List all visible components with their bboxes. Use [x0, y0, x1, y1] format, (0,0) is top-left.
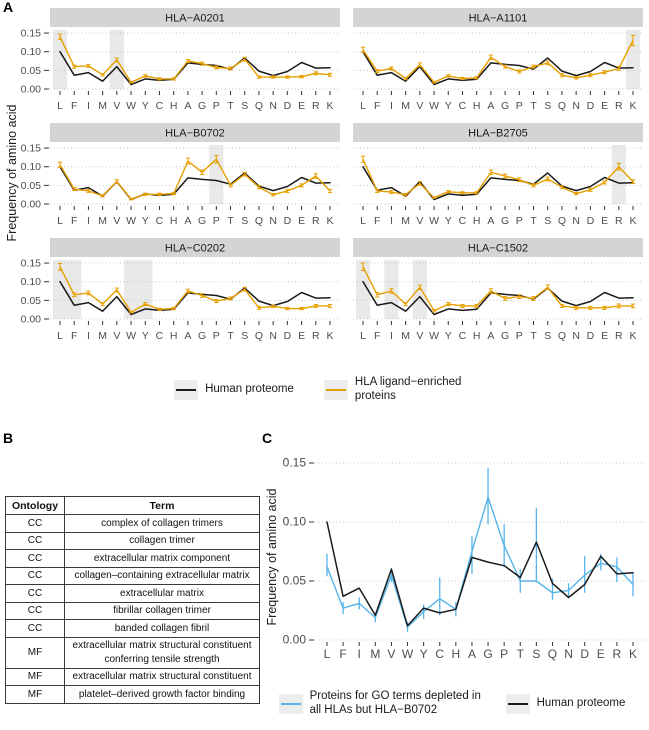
table-row	[6, 550, 260, 568]
svg-text:G: G	[483, 647, 493, 661]
svg-text:Q: Q	[254, 100, 264, 112]
legend-key	[506, 694, 530, 714]
ontology-cell: CC	[6, 515, 65, 533]
svg-text:0.10: 0.10	[20, 46, 41, 59]
table-row	[6, 637, 260, 668]
table-row	[6, 515, 260, 533]
svg-text:G: G	[198, 215, 207, 227]
svg-text:Y: Y	[444, 215, 452, 227]
table-row	[6, 532, 260, 550]
svg-text:0.15: 0.15	[20, 142, 41, 155]
svg-text:0.15: 0.15	[282, 455, 306, 470]
legend-a	[0, 376, 649, 403]
svg-text:S: S	[241, 215, 249, 227]
svg-text:C: C	[155, 215, 164, 227]
svg-text:F: F	[339, 647, 347, 661]
svg-text:H: H	[169, 330, 178, 342]
svg-text:S: S	[532, 647, 541, 661]
svg-text:T: T	[516, 647, 524, 661]
svg-text:Y: Y	[419, 647, 428, 661]
svg-text:H: H	[169, 100, 178, 112]
svg-text:0.00: 0.00	[20, 83, 41, 96]
svg-text:N: N	[269, 330, 277, 342]
svg-text:C: C	[155, 330, 164, 342]
svg-text:0.00: 0.00	[20, 313, 41, 326]
svg-text:L: L	[57, 100, 63, 112]
chart-hla-b2705	[353, 123, 645, 233]
svg-text:C: C	[458, 100, 467, 112]
svg-text:L: L	[57, 215, 63, 227]
svg-text:G: G	[198, 100, 207, 112]
svg-text:V: V	[416, 100, 424, 112]
svg-text:R: R	[614, 100, 623, 112]
svg-text:Q: Q	[557, 330, 567, 342]
svg-text:S: S	[544, 215, 552, 227]
svg-text:A: A	[487, 215, 495, 227]
svg-text:T: T	[227, 330, 234, 342]
legend-label: Proteins for GO terms depleted in all HLAs but HLA−B0702	[309, 690, 481, 716]
svg-text:E: E	[298, 330, 306, 342]
ontology-cell: CC	[6, 550, 65, 568]
svg-text:D: D	[586, 215, 595, 227]
svg-text:Q: Q	[254, 330, 264, 342]
ontology-cell: MF	[6, 668, 65, 686]
svg-text:M: M	[98, 215, 108, 227]
svg-text:G: G	[501, 215, 510, 227]
svg-text:H: H	[472, 330, 481, 342]
svg-text:0.00: 0.00	[282, 632, 306, 647]
svg-text:P: P	[515, 215, 523, 227]
svg-text:L: L	[323, 647, 331, 661]
svg-text:D: D	[283, 100, 292, 112]
svg-text:R: R	[612, 647, 622, 661]
svg-text:H: H	[451, 647, 461, 661]
legend-item-go-depleted	[279, 690, 486, 717]
term-cell: collagen–containing extracellular matrix	[65, 567, 260, 585]
go-term-table	[5, 496, 260, 704]
svg-text:S: S	[544, 100, 552, 112]
term-cell: fibrillar collagen trimer	[65, 602, 260, 620]
svg-text:R: R	[311, 100, 320, 112]
svg-text:Y: Y	[141, 330, 149, 342]
svg-text:I: I	[86, 330, 90, 342]
table-column-header: Ontology	[6, 497, 65, 515]
blue-line-swatch	[281, 703, 301, 705]
svg-text:E: E	[601, 330, 609, 342]
svg-text:HLA−C1502: HLA−C1502	[467, 242, 529, 255]
svg-text:P: P	[212, 100, 220, 112]
svg-text:0.10: 0.10	[282, 514, 306, 529]
legend-key	[174, 380, 198, 400]
svg-text:P: P	[212, 330, 220, 342]
table-column-header: Term	[65, 497, 260, 515]
svg-text:N: N	[269, 215, 277, 227]
chart-hla-b0702	[0, 123, 340, 233]
svg-text:P: P	[500, 647, 509, 661]
svg-text:I: I	[86, 100, 90, 112]
panel-c-y-axis-title: Frequency of amino acid	[265, 488, 279, 626]
ontology-cell: MF	[6, 686, 65, 704]
svg-text:HLA−A0201: HLA−A0201	[165, 12, 225, 25]
svg-text:0.05: 0.05	[282, 573, 306, 588]
svg-text:0.05: 0.05	[20, 64, 41, 77]
svg-text:S: S	[241, 100, 249, 112]
svg-text:I: I	[389, 100, 393, 112]
svg-text:HLA−B0702: HLA−B0702	[165, 127, 225, 140]
term-cell: banded collagen fibril	[65, 620, 260, 638]
svg-text:G: G	[198, 330, 207, 342]
svg-text:D: D	[283, 330, 292, 342]
svg-text:C: C	[458, 215, 467, 227]
legend-label: Human proteome	[205, 382, 294, 395]
svg-text:0.15: 0.15	[20, 257, 41, 270]
legend-c	[255, 690, 649, 717]
svg-text:P: P	[212, 215, 220, 227]
svg-text:W: W	[429, 100, 440, 112]
svg-text:H: H	[169, 215, 178, 227]
legend-key	[279, 694, 303, 714]
svg-text:G: G	[501, 100, 510, 112]
svg-text:N: N	[572, 100, 580, 112]
svg-text:L: L	[360, 100, 366, 112]
svg-text:K: K	[629, 330, 637, 342]
black-line-swatch	[508, 703, 528, 705]
panel-a-label: A	[3, 0, 14, 15]
svg-text:F: F	[70, 215, 78, 227]
term-cell: collagen trimer	[65, 532, 260, 550]
table-row	[6, 602, 260, 620]
svg-text:M: M	[401, 100, 411, 112]
svg-text:K: K	[326, 330, 334, 342]
legend-item-hla-enriched	[324, 376, 475, 403]
term-cell: extracellular matrix component	[65, 550, 260, 568]
table-header-row	[6, 497, 260, 515]
svg-text:I: I	[86, 215, 90, 227]
ontology-cell: CC	[6, 585, 65, 603]
svg-text:T: T	[530, 330, 537, 342]
table-row	[6, 668, 260, 686]
svg-text:A: A	[184, 100, 192, 112]
svg-text:F: F	[373, 100, 381, 112]
svg-text:E: E	[596, 647, 605, 661]
svg-text:R: R	[311, 330, 320, 342]
svg-text:G: G	[501, 330, 510, 342]
svg-text:M: M	[370, 647, 381, 661]
chart-hla-a1101	[353, 8, 645, 118]
orange-line-swatch	[326, 389, 346, 391]
ontology-cell: CC	[6, 620, 65, 638]
legend-label: HLA ligand−enriched proteins	[354, 376, 462, 402]
svg-text:HLA−C0202: HLA−C0202	[164, 242, 226, 255]
svg-text:A: A	[184, 215, 192, 227]
table-row	[6, 620, 260, 638]
svg-text:K: K	[326, 215, 334, 227]
svg-text:0.10: 0.10	[20, 161, 41, 174]
svg-text:HLA−B2705: HLA−B2705	[468, 127, 528, 140]
svg-text:Y: Y	[141, 100, 149, 112]
term-cell: extracellular matrix	[65, 585, 260, 603]
term-cell: platelet–derived growth factor binding	[65, 686, 260, 704]
svg-text:L: L	[57, 330, 63, 342]
svg-text:I: I	[357, 647, 361, 661]
svg-text:Y: Y	[444, 330, 452, 342]
svg-text:W: W	[126, 330, 137, 342]
svg-text:P: P	[515, 100, 523, 112]
svg-text:R: R	[614, 330, 623, 342]
svg-text:F: F	[70, 330, 78, 342]
svg-text:A: A	[467, 647, 476, 661]
svg-text:W: W	[429, 215, 440, 227]
table-row	[6, 567, 260, 585]
svg-text:V: V	[113, 100, 121, 112]
svg-text:K: K	[628, 647, 638, 661]
svg-text:Y: Y	[141, 215, 149, 227]
svg-text:I: I	[389, 330, 393, 342]
panel-c-chart	[258, 443, 649, 665]
svg-text:W: W	[126, 100, 137, 112]
ontology-cell: MF	[6, 637, 65, 668]
table-row	[6, 585, 260, 603]
panel-c-label: C	[262, 430, 273, 446]
svg-text:C: C	[458, 330, 467, 342]
svg-text:E: E	[298, 215, 306, 227]
legend-item-human-proteome	[506, 694, 626, 714]
chart-hla-a0201	[0, 8, 340, 118]
ontology-cell: CC	[6, 532, 65, 550]
svg-text:M: M	[98, 330, 108, 342]
svg-text:0.10: 0.10	[20, 276, 41, 289]
svg-text:L: L	[360, 330, 366, 342]
svg-text:N: N	[572, 330, 580, 342]
panel-b-label: B	[3, 430, 14, 446]
svg-text:Q: Q	[254, 215, 264, 227]
svg-text:V: V	[113, 330, 121, 342]
svg-text:P: P	[515, 330, 523, 342]
svg-text:E: E	[298, 100, 306, 112]
svg-text:W: W	[429, 330, 440, 342]
svg-text:D: D	[586, 100, 595, 112]
term-cell: complex of collagen trimers	[65, 515, 260, 533]
svg-text:0.15: 0.15	[20, 27, 41, 40]
svg-text:R: R	[311, 215, 320, 227]
svg-text:W: W	[126, 215, 137, 227]
svg-text:T: T	[530, 215, 537, 227]
ontology-cell: CC	[6, 602, 65, 620]
chart-hla-c1502	[353, 238, 645, 348]
svg-text:F: F	[373, 215, 381, 227]
svg-text:A: A	[487, 100, 495, 112]
svg-text:F: F	[70, 100, 78, 112]
table-row	[6, 686, 260, 704]
svg-text:N: N	[572, 215, 580, 227]
svg-text:T: T	[227, 215, 234, 227]
svg-text:HLA−A1101: HLA−A1101	[468, 12, 528, 25]
svg-text:Q: Q	[547, 647, 558, 661]
svg-text:V: V	[387, 647, 396, 661]
svg-text:T: T	[227, 100, 234, 112]
svg-text:Q: Q	[557, 100, 567, 112]
svg-text:A: A	[184, 330, 192, 342]
term-cell: extracellular matrix structural constituent	[65, 668, 260, 686]
svg-text:M: M	[401, 215, 411, 227]
svg-text:K: K	[629, 215, 637, 227]
svg-text:D: D	[586, 330, 595, 342]
svg-text:E: E	[601, 100, 609, 112]
svg-text:H: H	[472, 100, 481, 112]
svg-text:F: F	[373, 330, 381, 342]
svg-text:I: I	[389, 215, 393, 227]
ontology-cell: CC	[6, 567, 65, 585]
chart-hla-c0202	[0, 238, 340, 348]
legend-label: Human proteome	[536, 696, 626, 709]
svg-text:A: A	[487, 330, 495, 342]
term-cell: extracellular matrix structural constituent conferring tensile strength	[65, 637, 260, 668]
svg-text:S: S	[241, 330, 249, 342]
svg-text:V: V	[416, 330, 424, 342]
svg-text:C: C	[435, 647, 445, 661]
legend-key	[324, 380, 348, 400]
svg-text:V: V	[113, 215, 121, 227]
black-line-swatch	[176, 389, 196, 391]
svg-text:N: N	[269, 100, 277, 112]
legend-item-human-proteome	[174, 380, 294, 400]
svg-text:Q: Q	[557, 215, 567, 227]
svg-text:K: K	[629, 100, 637, 112]
svg-text:V: V	[416, 215, 424, 227]
svg-text:E: E	[601, 215, 609, 227]
svg-text:D: D	[580, 647, 590, 661]
svg-text:R: R	[614, 215, 623, 227]
svg-text:N: N	[564, 647, 573, 661]
svg-text:C: C	[155, 100, 164, 112]
svg-text:S: S	[544, 330, 552, 342]
svg-text:0.05: 0.05	[20, 179, 41, 192]
svg-text:K: K	[326, 100, 334, 112]
svg-text:Y: Y	[444, 100, 452, 112]
svg-text:D: D	[283, 215, 292, 227]
svg-text:L: L	[360, 215, 366, 227]
svg-text:T: T	[530, 100, 537, 112]
svg-text:0.00: 0.00	[20, 198, 41, 211]
svg-text:M: M	[98, 100, 108, 112]
svg-text:0.05: 0.05	[20, 294, 41, 307]
svg-text:H: H	[472, 215, 481, 227]
svg-text:W: W	[401, 647, 414, 661]
svg-text:M: M	[401, 330, 411, 342]
panel-a-y-axis-title: Frequency of amino acid	[5, 104, 19, 242]
